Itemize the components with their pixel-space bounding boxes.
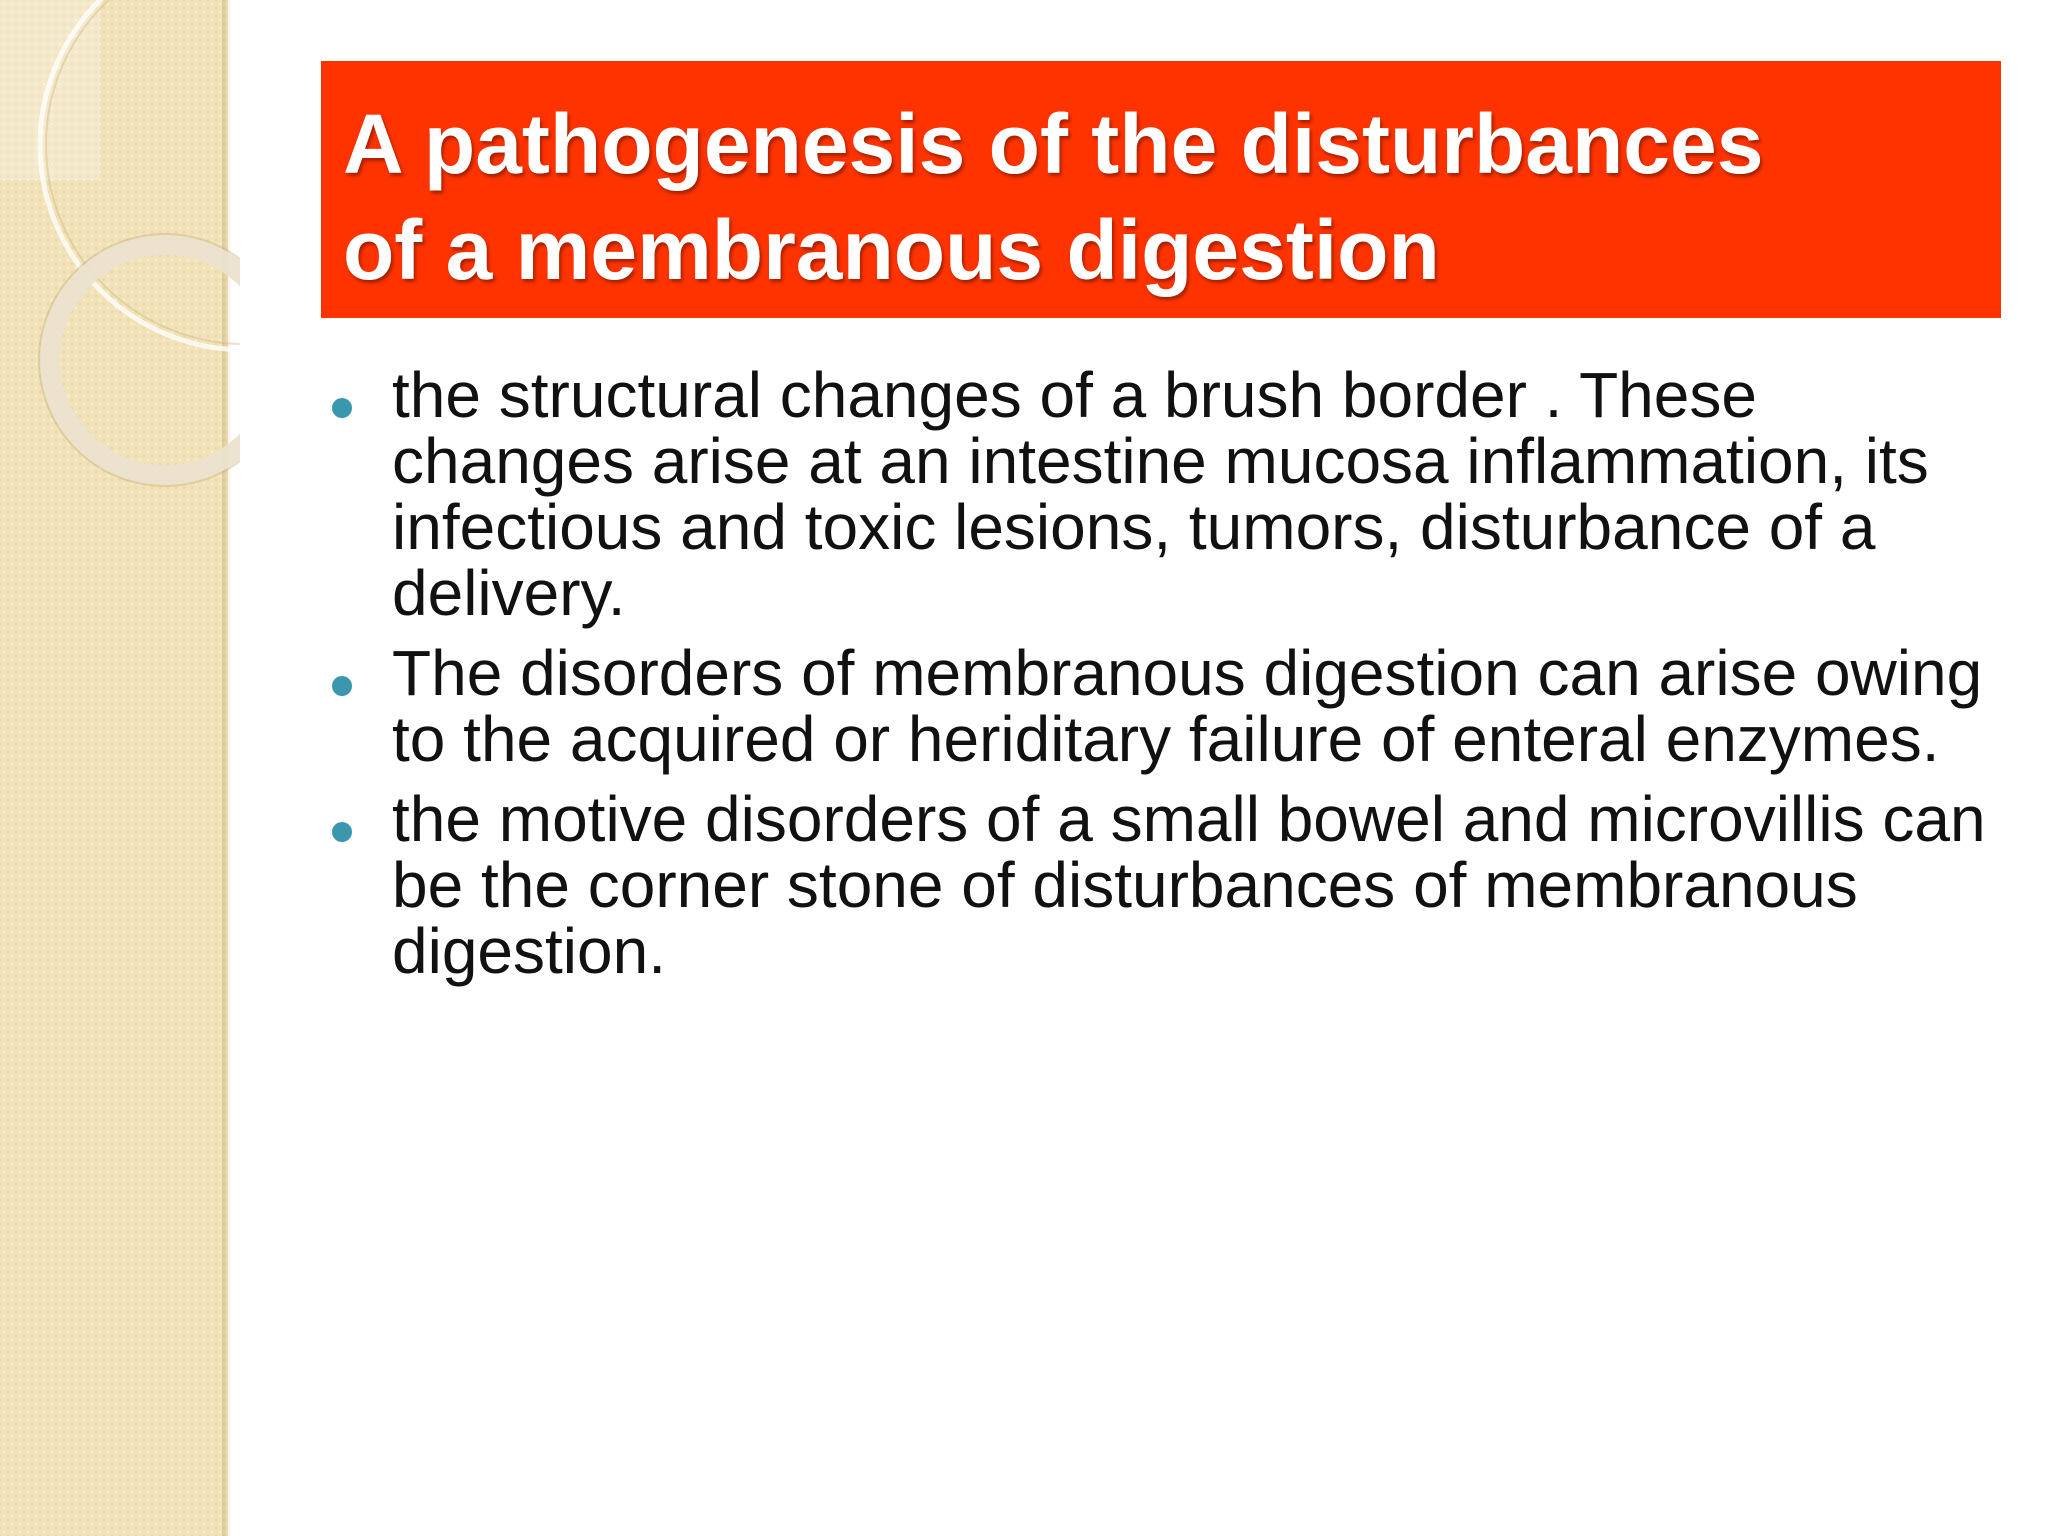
bullet-item (332, 783, 2012, 987)
slide-title: A pathogenesis of the disturbances of a membranous digestion (343, 97, 1764, 297)
bullet-dot-icon (332, 398, 352, 418)
bullet-text: The disorders of membranous digestion can arise owing to the acquired or heriditary failure of enteral enzymes. (392, 637, 1983, 775)
bullet-item (332, 637, 2012, 775)
bullet-text: the structural changes of a brush border . These changes arise at an intestine mucosa inflammation, its infectious and toxic lesions, tumors, disturbance of a delivery. (392, 359, 1929, 629)
bullet-dot-icon (332, 676, 352, 696)
bullet-list (332, 359, 2012, 998)
decor-thick-ring-outline (39, 234, 240, 486)
bullet-dot-icon (332, 822, 352, 842)
bullet-text: the motive disorders of a small bowel and microvillis can be the corner stone of disturbances of membranous digestion. (392, 783, 1986, 987)
bullet-item (332, 359, 2012, 629)
decorative-rings (0, 0, 240, 520)
decor-thick-ring (50, 245, 240, 475)
title-banner (321, 61, 2001, 318)
